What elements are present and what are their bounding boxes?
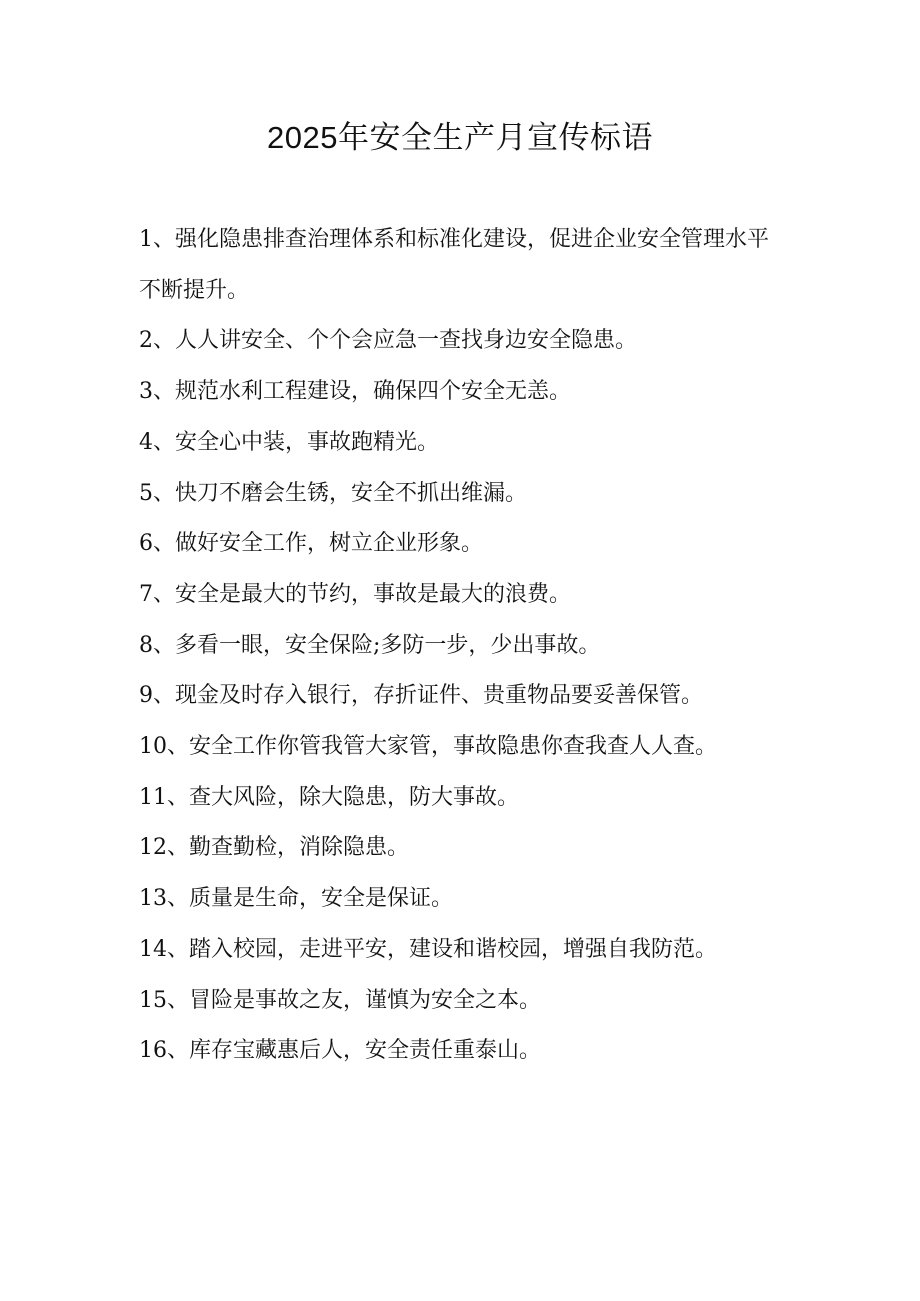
slogan-item: 1、强化隐患排查治理体系和标准化建设，促进企业安全管理水平不断提升。: [139, 227, 769, 303]
slogan-item: 12、勤查勤检，消除隐患。: [139, 835, 409, 861]
slogan-item: 10、安全工作你管我管大家管，事故隐患你查我查人人查。: [139, 734, 717, 760]
document-title: 2025年安全生产月宣传标语: [267, 120, 653, 155]
slogan-item: 5、快刀不磨会生锈，安全不抓出维漏。: [139, 480, 527, 506]
slogan-item: 7、安全是最大的节约，事故是最大的浪费。: [139, 581, 571, 607]
slogan-item: 2、人人讲安全、个个会应急一查找身边安全隐患。: [139, 328, 637, 354]
slogan-item: 16、库存宝藏惠后人，安全责任重泰山。: [139, 1038, 541, 1064]
slogan-item: 8、多看一眼，安全保险;多防一步，少出事故。: [139, 632, 601, 658]
slogan-item: 15、冒险是事故之友，谨慎为安全之本。: [139, 987, 541, 1013]
slogan-item: 4、安全心中装，事故跑精光。: [139, 429, 439, 455]
slogan-item: 14、踏入校园，走进平安，建设和谐校园，增强自我防范。: [139, 936, 717, 962]
slogan-list: [139, 215, 789, 1077]
slogan-item: 13、质量是生命，安全是保证。: [139, 886, 453, 912]
slogan-item: 6、做好安全工作，树立企业形象。: [139, 531, 483, 557]
slogan-item: 3、规范水利工程建设，确保四个安全无恙。: [139, 379, 571, 405]
slogan-item: 9、现金及时存入银行，存折证件、贵重物品要妥善保管。: [139, 683, 703, 709]
slogan-item: 11、查大风险，除大隐患，防大事故。: [139, 784, 519, 810]
